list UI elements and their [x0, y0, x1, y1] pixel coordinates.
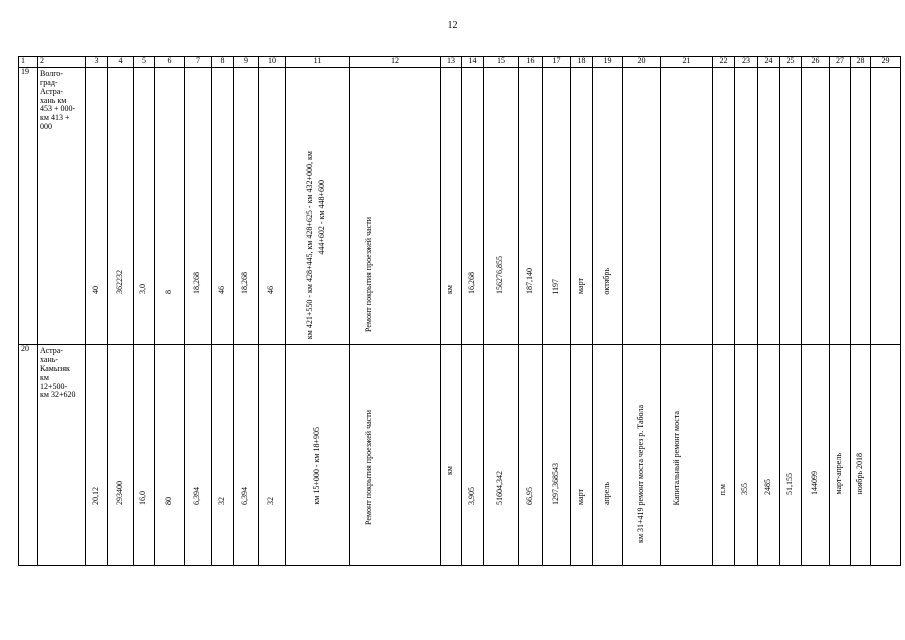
bridge-location: км 31+419 ремонт моста через р. Табола	[635, 405, 645, 543]
col-number: 26	[802, 57, 830, 68]
table-row	[19, 345, 901, 566]
col-number: 29	[871, 57, 901, 68]
cell-value: 46	[266, 286, 275, 295]
road-name: Астра- хань- Камызяк км 12+500- км 32+620	[40, 346, 76, 400]
col-number: 8	[212, 57, 234, 68]
bridge-work-type: Капитальный ремонт моста	[671, 410, 681, 505]
cell-value: 6,394	[192, 487, 201, 505]
start-month: март	[575, 278, 585, 295]
bridge-end-period: ноябрь 2018	[854, 453, 864, 495]
row-number: 19	[19, 68, 38, 345]
cell-value: 2485	[762, 479, 772, 495]
col-number: 25	[780, 57, 802, 68]
cell-value: 51,155	[784, 473, 794, 495]
col-number: 18	[571, 57, 593, 68]
col-number: 19	[593, 57, 623, 68]
cell-value: 1297,368543	[550, 463, 560, 505]
col-number: 17	[543, 57, 571, 68]
section-range: км 15+000 - км 18+905	[311, 427, 321, 505]
col-number: 16	[519, 57, 543, 68]
col-number: 12	[350, 57, 441, 68]
cell-value: 20,12	[90, 487, 100, 505]
cell-value: 18,268	[240, 272, 249, 295]
end-month: октябрь	[601, 267, 611, 295]
col-number: 7	[185, 57, 212, 68]
col-number: 24	[758, 57, 780, 68]
row-number: 20	[19, 345, 38, 566]
works-register-table	[18, 56, 901, 566]
col-number: 28	[851, 57, 871, 68]
col-number: 23	[735, 57, 758, 68]
col-number: 10	[259, 57, 286, 68]
cell-value: 16,0	[138, 491, 147, 505]
cell-value: 32	[216, 497, 226, 505]
cell-value: 66,95	[524, 487, 534, 505]
col-number: 13	[441, 57, 462, 68]
bridge-unit: п.м	[717, 483, 727, 495]
unit: км	[445, 466, 454, 475]
cell-value: 156276,855	[495, 256, 504, 295]
col-number: 1	[19, 57, 38, 68]
road-section	[38, 345, 86, 566]
cell-value: 80	[163, 497, 173, 505]
cell-value: 3,905	[466, 487, 476, 505]
cell-value: 46	[216, 286, 226, 295]
col-number: 5	[134, 57, 155, 68]
bridge-start-period: март-апрель	[834, 453, 843, 495]
col-number: 21	[661, 57, 713, 68]
work-type: Ремонт покрытия проезжей части	[364, 410, 373, 525]
cell-value: 6,394	[240, 487, 249, 505]
cell-value: 51604,342	[495, 471, 504, 505]
unit: км	[445, 285, 454, 295]
col-number: 27	[830, 57, 851, 68]
table-row	[19, 68, 901, 345]
section-range-line1: км 421+550 - км 428+445, км 428+625 - км 432+000, км	[304, 151, 314, 340]
col-number: 4	[108, 57, 134, 68]
cell-value: 187,140	[524, 268, 534, 295]
col-number: 14	[462, 57, 484, 68]
section-range-line2: 444+602 - км 448+600	[316, 179, 326, 255]
start-month: март	[575, 489, 585, 505]
page-number: 12	[447, 20, 458, 31]
col-number: 11	[286, 57, 350, 68]
road-name: Волго- град- Астра- хань км 453 + 000- км 413 + 000	[40, 69, 76, 131]
col-number: 15	[484, 57, 519, 68]
cell-value: 3,0	[138, 284, 147, 295]
cell-value: 18,268	[192, 272, 201, 295]
cell-value: 144099	[809, 471, 819, 495]
col-number: 6	[155, 57, 185, 68]
cell-value: 40	[90, 286, 100, 295]
cell-value: 293400	[114, 481, 124, 505]
col-number: 20	[623, 57, 661, 68]
end-month: апрель	[601, 482, 611, 505]
col-number: 9	[234, 57, 259, 68]
road-section	[38, 68, 86, 345]
col-number: 3	[86, 57, 108, 68]
cell-value: 8	[163, 290, 173, 295]
col-number: 2	[38, 57, 86, 68]
cell-value: 362232	[114, 270, 124, 295]
col-number: 22	[713, 57, 735, 68]
cell-value: 1197	[550, 278, 560, 295]
cell-value: 16,268	[466, 272, 476, 295]
cell-value: 32	[266, 497, 275, 505]
column-numbers-row	[19, 57, 901, 68]
work-type: Ремонт покрытия проезжей части	[364, 217, 373, 333]
cell-value: 355	[740, 483, 749, 495]
